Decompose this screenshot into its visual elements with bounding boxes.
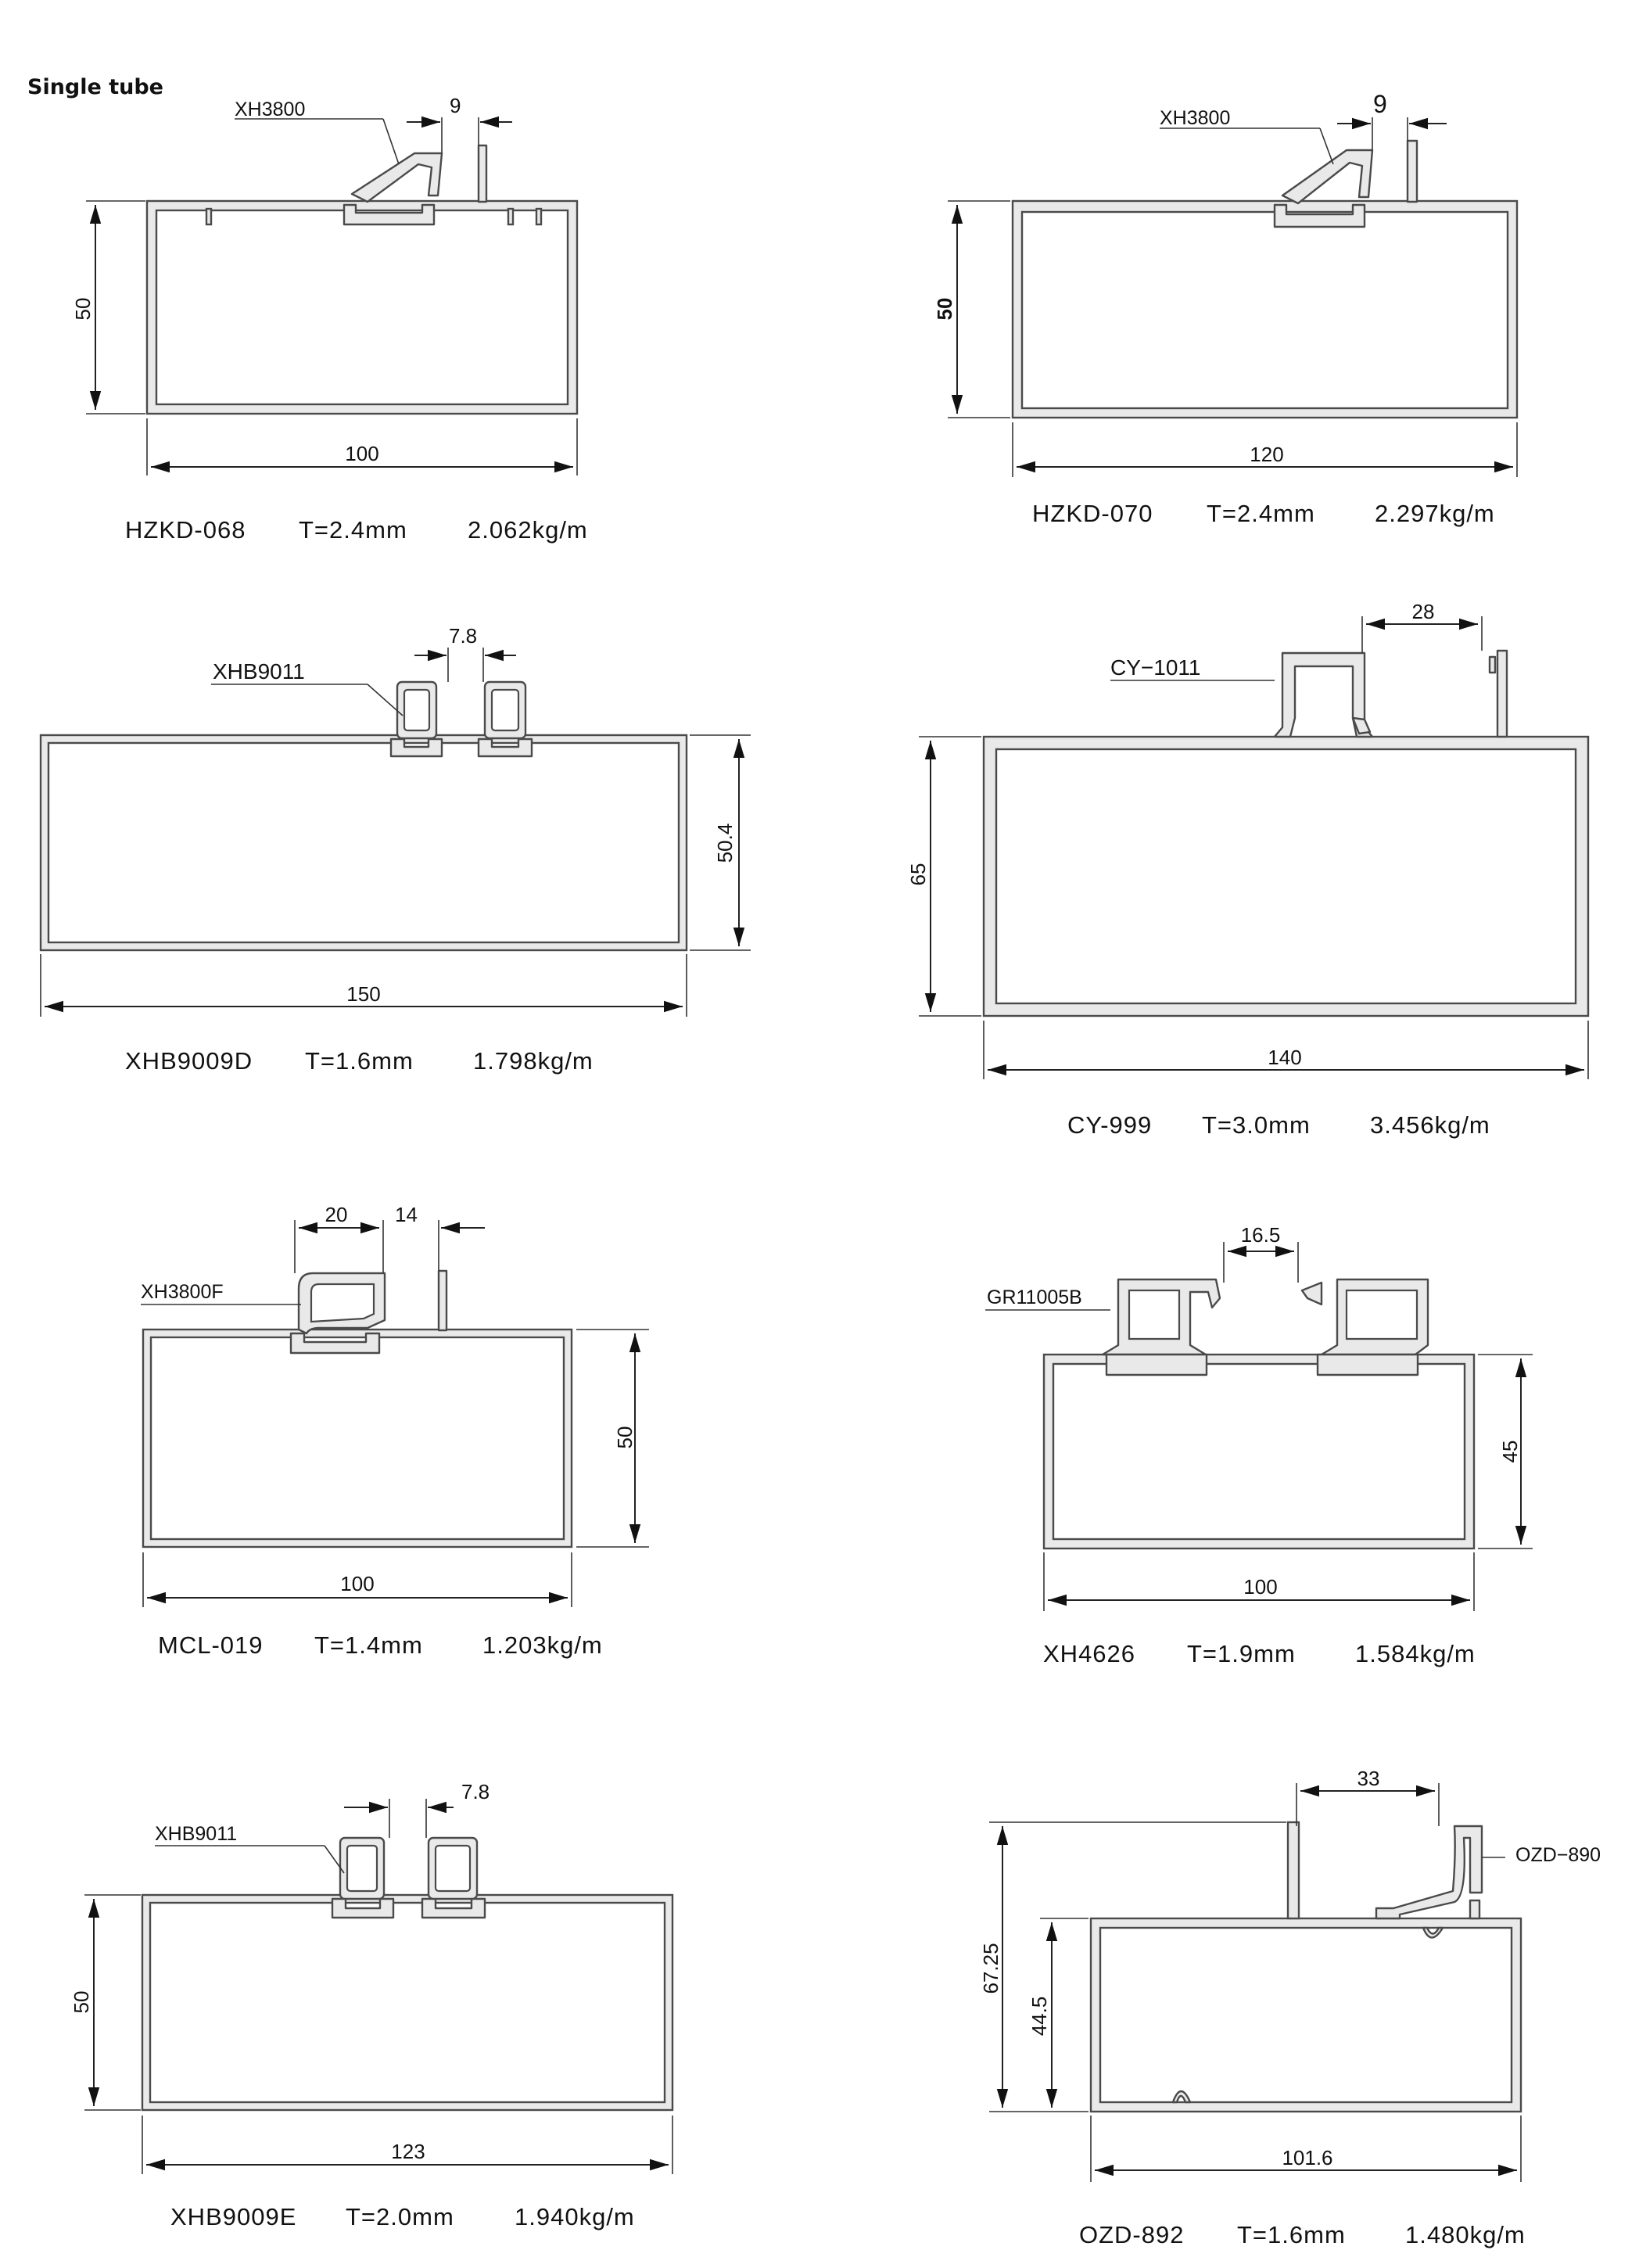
- profile-ozd-892: [979, 1767, 1601, 2248]
- profile-thickness: T=1.9mm: [1187, 1640, 1296, 1667]
- accessory-label: CY−1011: [1110, 655, 1201, 680]
- top-dim: 7.8: [449, 624, 478, 648]
- width-dim: 100: [345, 442, 379, 465]
- top-dim: 9: [450, 94, 461, 117]
- profile-thickness: T=1.6mm: [305, 1047, 414, 1075]
- profile-thickness: T=2.4mm: [299, 516, 407, 544]
- top-dim: 33: [1357, 1767, 1380, 1790]
- width-dim: 123: [391, 2140, 425, 2163]
- profile-xh4626: [985, 1223, 1533, 1667]
- cy-1011-frame: [1275, 651, 1507, 737]
- width-dim: 100: [1243, 1575, 1278, 1599]
- accessory-label: OZD−890: [1515, 1844, 1601, 1866]
- profile-code: XHB9009E: [170, 2203, 297, 2230]
- profile-weight: 3.456kg/m: [1370, 1111, 1490, 1139]
- width-dim: 140: [1268, 1046, 1302, 1069]
- height-dim: 65: [906, 863, 930, 886]
- profile-thickness: T=1.6mm: [1237, 2221, 1346, 2248]
- tube-hollow: [156, 210, 568, 404]
- profile-weight: 1.940kg/m: [515, 2203, 635, 2230]
- accessory-label: XH3800F: [141, 1281, 224, 1303]
- page-title: Single tube: [27, 75, 163, 99]
- accessory-label: XHB9011: [155, 1823, 238, 1845]
- profile-code: OZD-892: [1079, 2221, 1185, 2248]
- profile-weight: 1.480kg/m: [1405, 2221, 1526, 2248]
- top-dim: 16.5: [1240, 1223, 1281, 1247]
- accessory-label: GR11005B: [987, 1287, 1082, 1308]
- top-dim: 9: [1373, 90, 1387, 118]
- profile-thickness: T=2.0mm: [346, 2203, 454, 2230]
- width-dim: 101.6: [1282, 2146, 1333, 2169]
- profile-mcl-019: [141, 1203, 649, 1659]
- profile-xhb9009d: [41, 624, 751, 1075]
- profile-weight: 1.798kg/m: [473, 1047, 594, 1075]
- height-dim: 50: [71, 297, 95, 321]
- profile-code: CY-999: [1067, 1111, 1153, 1139]
- profile-thickness: T=3.0mm: [1202, 1111, 1311, 1139]
- profile-weight: 1.203kg/m: [482, 1631, 603, 1659]
- height-dim: 50: [70, 1990, 93, 2014]
- height-dim: 45: [1498, 1440, 1522, 1463]
- accessory-label: XH3800: [1160, 107, 1231, 129]
- height-dim: 44.5: [1028, 1996, 1051, 2037]
- profile-hzkd-070: [933, 90, 1517, 527]
- height-dim-total: 67.25: [979, 1943, 1002, 1994]
- profile-hzkd-068: [71, 94, 588, 544]
- profile-code: XHB9009D: [125, 1047, 253, 1075]
- profile-thickness: T=2.4mm: [1207, 500, 1315, 527]
- width-dim: 120: [1250, 443, 1284, 466]
- profile-weight: 2.062kg/m: [468, 516, 588, 544]
- profile-weight: 2.297kg/m: [1375, 500, 1495, 527]
- profile-code: MCL-019: [158, 1631, 264, 1659]
- accessory-label: XH3800: [235, 99, 306, 120]
- height-dim: 50: [933, 297, 956, 321]
- profile-thickness: T=1.4mm: [314, 1631, 423, 1659]
- profile-weight: 1.584kg/m: [1355, 1640, 1476, 1667]
- top-dim-clip: 20: [325, 1203, 348, 1226]
- top-dim: 7.8: [461, 1780, 490, 1803]
- top-dim: 28: [1411, 600, 1435, 623]
- height-dim: 50: [613, 1426, 637, 1449]
- width-dim: 150: [346, 982, 381, 1006]
- profile-code: XH4626: [1043, 1640, 1136, 1667]
- ozd-890-insert: [1376, 1826, 1482, 1918]
- profile-cy-999: [906, 600, 1588, 1139]
- profile-code: HZKD-068: [125, 516, 246, 544]
- accessory-label: XHB9011: [213, 659, 305, 684]
- profile-xhb9009e: [70, 1780, 672, 2230]
- height-dim: 50.4: [713, 823, 737, 863]
- top-dim-gap: 14: [395, 1203, 418, 1226]
- width-dim: 100: [340, 1572, 375, 1595]
- profile-code: HZKD-070: [1032, 500, 1153, 527]
